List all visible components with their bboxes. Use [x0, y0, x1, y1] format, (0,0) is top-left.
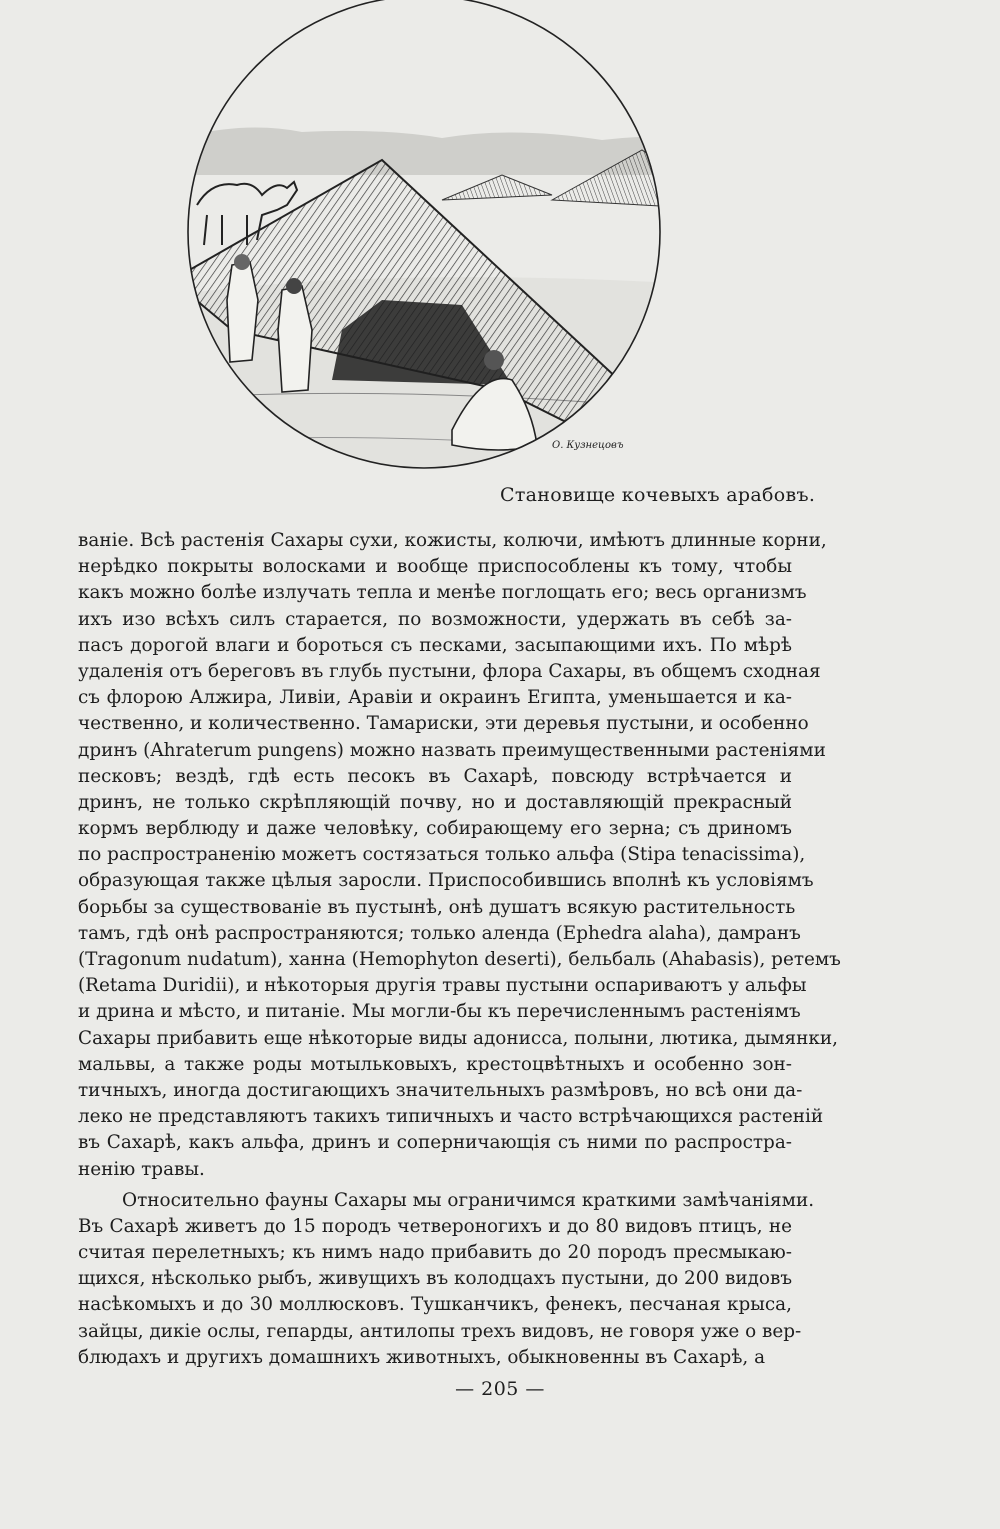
text-line: песковъ; вездѣ, гдѣ есть песокъ въ Сахарѣ, повсюду встрѣчается и [78, 765, 792, 787]
text-line: по распространенію можетъ состязаться только альфа (Stipa tenacissima), [78, 844, 806, 866]
text-line: (Retama Duridii), и нѣкоторыя другія травы пустыни оспариваютъ у альфы [78, 975, 807, 997]
text-line: ненію травы. [78, 1158, 205, 1180]
text-line: (Tragonum nudatum), ханна (Hemophyton deserti), бельбаль (Ahabasis), ретемъ [78, 949, 841, 970]
text-line: ваніе. Всѣ растенія Сахары сухи, кожисты, колючи, имѣютъ длинные корни, [78, 530, 827, 551]
artist-signature: О. Кузнецовъ [552, 440, 624, 451]
text-line: щихся, нѣсколько рыбъ, живущихъ въ колодцахъ пустыни, до 200 видовъ [78, 1268, 793, 1290]
text-line: Въ Сахарѣ живетъ до 15 породъ четвероногихъ и до 80 видовъ птицъ, не [78, 1215, 792, 1237]
text-line: и дрина и мѣсто, и питаніе. Мы могли-бы къ перечисленнымъ растеніямъ [78, 1001, 801, 1023]
text-line: ихъ изо всѣхъ силъ старается, по возможности, удержать въ себѣ за- [78, 608, 792, 630]
text-line: насѣкомыхъ и до 30 моллюсковъ. Тушканчикъ, фенекъ, песчаная крыса, [78, 1294, 792, 1316]
text-line: блюдахъ и другихъ домашнихъ животныхъ, обыкновенны въ Сахарѣ, а [78, 1346, 766, 1368]
text-line: удаленія отъ береговъ въ глубь пустыни, флора Сахары, въ общемъ сходная [78, 660, 821, 682]
text-line: Относительно фауны Сахары мы ограничимся краткими замѣчаніями. [122, 1189, 815, 1211]
text-line: пасъ дорогой влаги и бороться съ песками, засыпающими ихъ. По мѣрѣ [78, 634, 792, 656]
text-line: нерѣдко покрыты волосками и вообще приспособлены къ тому, чтобы [78, 556, 792, 578]
text-line: борьбы за существованіе въ пустынѣ, онѣ душатъ всякую растительность [78, 896, 796, 918]
text-line: тамъ, гдѣ онѣ распространяются; только аленда (Ephedra alaha), дамранъ [78, 922, 801, 944]
text-line: Сахары прибавить еще нѣкоторые виды адонисса, полыни, лютика, дымянки, [78, 1027, 839, 1049]
text-line: считая перелетныхъ; къ нимъ надо прибавить до 20 породъ пресмыкаю- [78, 1242, 792, 1264]
text-line: кормъ верблюду и даже человѣку, собирающему его зерна; съ дриномъ [78, 818, 792, 840]
text-line: какъ можно болѣе излучать тепла и менѣе поглощать его; весь организмъ [78, 582, 807, 604]
text-line: чественно, и количественно. Тамариски, эти деревья пустыни, и особенно [78, 713, 809, 735]
illustration-caption: Становище кочевыхъ арабовъ. [500, 484, 816, 506]
text-line: съ флорою Алжира, Ливіи, Аравіи и окраинъ Египта, уменьшается и ка- [78, 687, 792, 709]
text-line: зайцы, дикіе ослы, гепарды, антилопы трехъ видовъ, не говоря уже о вер- [78, 1320, 802, 1342]
text-line: леко не представляютъ такихъ типичныхъ и часто встрѣчающихся растеній [78, 1106, 824, 1128]
text-line: въ Сахарѣ, какъ альфа, дринъ и соперничающія съ ними по распростра- [78, 1132, 792, 1154]
page-number: — 205 — [455, 1378, 545, 1400]
text-line: тичныхъ, иногда достигающихъ значительныхъ размѣровъ, но всѣ они да- [78, 1079, 803, 1101]
body-text [78, 528, 841, 1371]
text-line: дринъ, не только скрѣпляющій почву, но и доставляющій прекрасный [78, 791, 792, 813]
text-line: образующая также цѣлыя заросли. Приспособившись вполнѣ къ условіямъ [78, 870, 814, 892]
nomad-camp-engraving [82, 0, 782, 500]
text-line: дринъ (Ahraterum pungens) можно назвать преимущественными растеніями [78, 739, 826, 761]
text-line: мальвы, а также роды мотыльковыхъ, крестоцвѣтныхъ и особенно зон- [78, 1053, 792, 1075]
